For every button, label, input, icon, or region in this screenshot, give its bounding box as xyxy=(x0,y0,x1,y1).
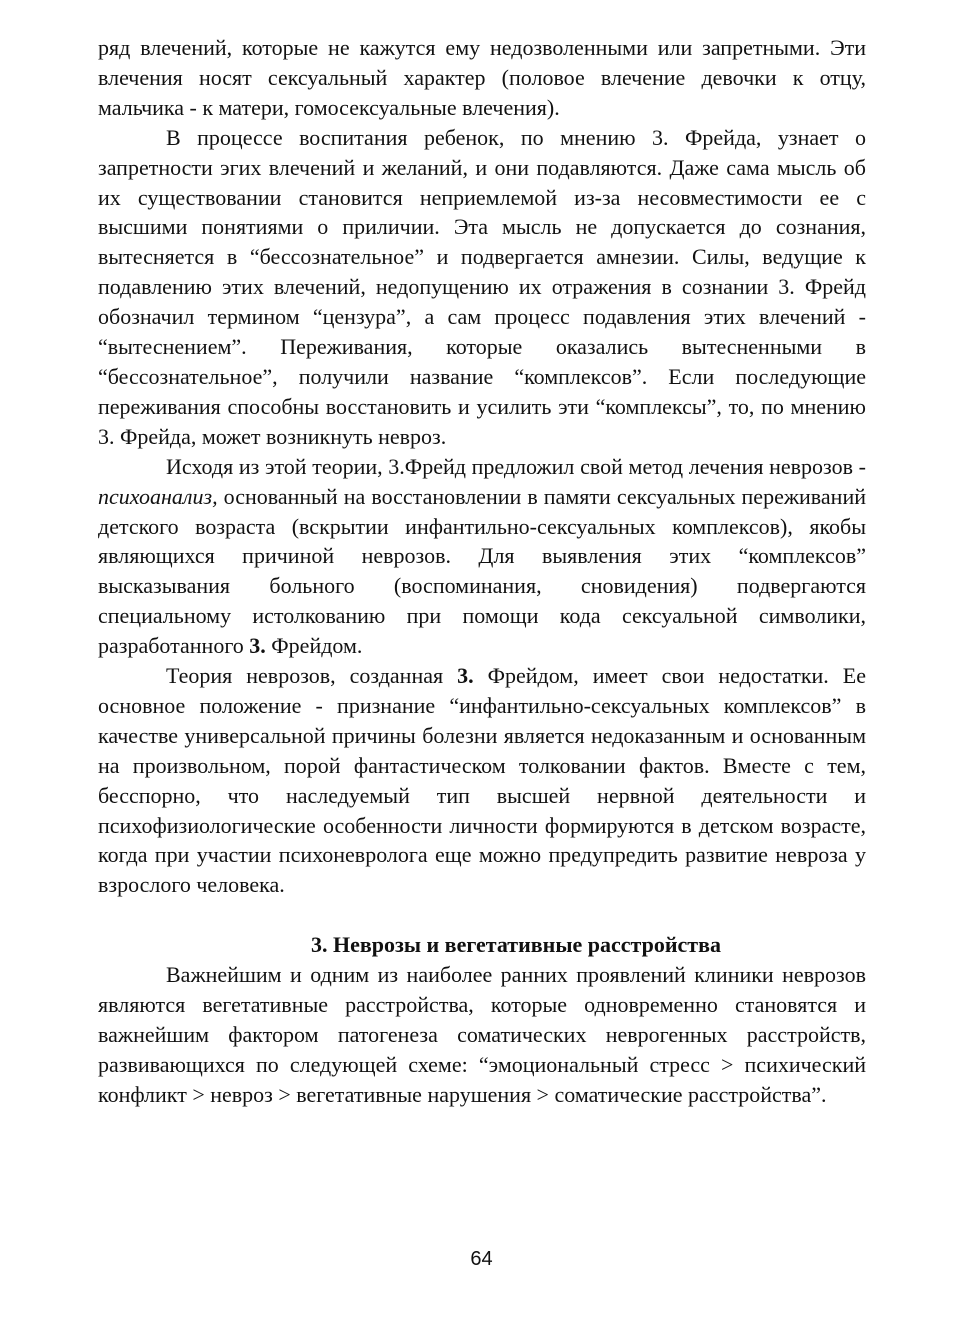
document-page xyxy=(98,33,866,1110)
author-initial: 3. xyxy=(457,663,474,689)
page-number: 64 xyxy=(470,1248,493,1270)
paragraph-criticism-text-2: Фрейдом, имеет свои недостатки. Ее основное положение - признание “инфантильно-сексуальных комплексов” в качестве универсальной причины болезни является недоказанным и основанным на произвольном, порой фантастическом толковании фактов. Вместе с тем, бесспорно, что наследуемый тип высшей нервной деятельности и психофизиологические особенности личности формируются в детском возрасте, когда при участии психоневролога еще можно предупредить развитие невроза у взрослого человека. xyxy=(98,663,866,898)
paragraph-continuation: ряд влечений, которые не кажутся ему недозволенными или запретными. Эти влечения носят сексуальный характер (половое влечение девочки к отцу, мальчика - к матери, гомосексуальные влечения). xyxy=(98,35,866,120)
paragraph-psychoanalysis-text-3: Фрейдом. xyxy=(265,633,363,659)
paragraph-psychoanalysis-text-2: основанный на восстановлении в памяти сексуальных переживаний детского возраста (вскрытии инфантильно-сексуальных комплексов), якобы являющихся причиной неврозов. Для выявления этих “комплексов” высказывания больного (воспоминания, сновидения) подвергаются специальному истолкованию при помощи кода сексуальной символики, разработанного xyxy=(98,483,866,659)
psychoanalysis-term: психоанализ, xyxy=(98,483,218,509)
paragraph-repression: В процессе воспитания ребенок, по мнению 3. Фрейда, узнает о запретности эгих влечений и желаний, и они подавляются. Даже сама мысль об их существовании становится неприемлемой из-за несовместимости ее с высшими понятиями о приличии. Эта мысль не допускается до сознания, вытесняется в “бессознательное” и подвергается амнезии. Силы, ведущие к подавлению этих влечений, недопущению их отражения в сознании 3. Фрейд обозначил термином “цензура”, а сам процесс подавления этих влечений - “вытеснением”. Переживания, которые оказались вытесненными в “бессознательное”, получили название “комплексов”. Если последующие переживания способны восстановить и усилить эти “комплексы”, то, по мнению 3. Фрейда, может возникнуть невроз. xyxy=(98,124,866,449)
paragraph-psychoanalysis xyxy=(98,452,866,661)
paragraph-psychoanalysis-text-1: Исходя из этой теории, 3.Фрейд предложил свой метод лечения неврозов - xyxy=(166,453,866,479)
section-heading: 3. Неврозы и вегетативные расстройства xyxy=(311,932,721,958)
paragraph-criticism-text-1: Теория неврозов, созданная xyxy=(166,663,458,689)
author-initial: 3. xyxy=(249,633,266,659)
paragraph-criticism xyxy=(98,661,866,900)
paragraph-vegetative: Важнейшим и одним из наиболее ранних проявлений клиники неврозов являются вегетативные расстройства, которые одновременно становятся и важнейшим фактором патогенеза соматических неврогенных расстройств, развивающихся по следующей схеме: “эмоциональный стресс > психический конфликт > невроз > вегетативные нарушения > соматические расстройства”. xyxy=(98,962,866,1107)
